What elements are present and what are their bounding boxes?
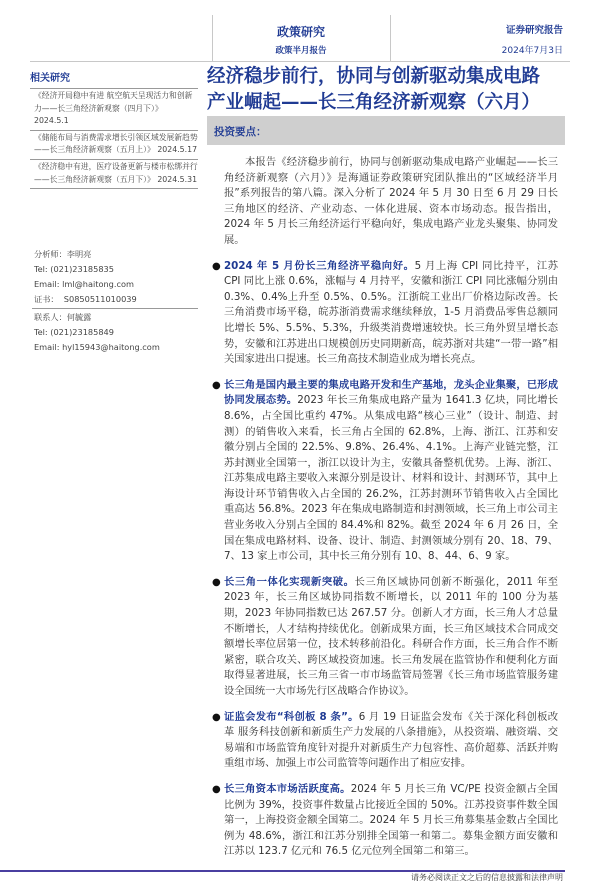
footer-disclaimer: 请务必阅读正文之后的信息披露和法律声明 xyxy=(411,872,563,882)
bullet-text: 6 月 19 日证监会发布《关于深化科创板改革 服务科技创新和新质生产力发展的八条措施》，从投资端、融资端、交易端和市场监管角度针对提升对新质生产力包容性、高价超募、活跃并购重组市场、加强上市公司监管等问题作出了相应安排。 xyxy=(224,710,558,770)
related-title: 《储能布局与消费需求增长引领区域发展新趋势——长三角经济新观察（五月上）》 xyxy=(34,132,198,155)
contact-tel: Tel: (021)23185849 xyxy=(34,327,114,337)
contact-info xyxy=(34,310,198,355)
report-date: 2024年7月3日 xyxy=(501,46,563,56)
intro-paragraph: 本报告《经济稳步前行，协同与创新驱动集成电路产业崛起——长三角经济新观察（六月）》是海通证券政策研究团队推出的“区域经济半月报”系列报告的第八篇。深入分析了 2024 年 5 月 30 日至 6 月 29 日长三角地区的经济、产业动态、一体化进展、资本市场动态。报告指出，2024 年 5 月长三角经济运行平稳向好，集成电路产业龙头聚集、协同发展。 xyxy=(224,156,558,246)
bullet-item xyxy=(212,782,558,860)
bullet-heading: 证监会发布“科创板 8 条”。 xyxy=(224,710,359,723)
related-title: 《经济开局稳中有进 航空航天呈现活力和创新力——长三角经济新观察（四月下）》 xyxy=(34,91,193,113)
bullet-icon: ● xyxy=(212,783,221,795)
cert-label: 证书： xyxy=(34,294,59,304)
bullet-icon: ● xyxy=(212,260,221,272)
related-date: 2024.5.31 xyxy=(157,174,198,184)
related-research-item[interactable] xyxy=(30,130,198,159)
bullet-item xyxy=(212,710,558,772)
cert-number: S0850511010039 xyxy=(63,294,137,304)
main-content xyxy=(207,62,572,870)
bullet-icon: ● xyxy=(212,379,221,391)
analyst-info xyxy=(34,247,198,307)
analyst-name: 分析师：李明亮 xyxy=(34,249,92,259)
related-research-item[interactable] xyxy=(30,159,198,189)
related-research-title: 相关研究 xyxy=(30,73,70,84)
content-row xyxy=(0,62,600,870)
analyst-cert xyxy=(34,292,198,307)
key-points-box xyxy=(207,116,565,145)
header-divider xyxy=(390,15,391,61)
bullet-icon: ● xyxy=(212,711,221,723)
key-points-label: 投资要点： xyxy=(214,126,267,138)
page-footer xyxy=(0,870,600,883)
bullet-item xyxy=(212,259,559,368)
sidebar-divider xyxy=(32,308,198,309)
bullet-text: 长三角区域协同创新不断强化，2011 年至 2023 年，长三角区域协同指数不断增长，以 2011 年的 100 分为基期，2023 年协同指数已达 267.57 分。创新人才方面，长三角人才总量不断增长，人才结构持续优化。创新成果方面，长三角区域技术合同成交额增长率位居第一位，技术转移前沿化。科研合作方面，长三角合作不断紧密，联合攻关、跨区域投资加速。长三角发展在监管协作和便利化方面取得显著进展，长三角三省一市市场监管局签署《长三角市场监管服务建设全国统一大市场先行区战略合作协议》。 xyxy=(224,575,559,697)
bullet-heading: 2024 年 5 月份长三角经济平稳向好。 xyxy=(224,259,415,272)
header-subcategory: 政策半月报告 xyxy=(275,46,327,56)
bullet-item xyxy=(212,378,558,565)
bullet-text: 2024 年 5 月长三角 VC/PE 投资金额占全国比例为 39%，投资事件数量占比接近全国的 50%。江苏投资事件数全国第一，上海投资金额全国第二。2024 年 5 月长三角募集基金数占全国比例为 48.6%，浙江和江苏分别排全国第一和第二。募集金额方面安徽和江苏以 123.7 亿元和 76.5 亿元位列全国第二和第三。 xyxy=(224,782,558,858)
title-line-2: 产业崛起——长三角经济新观察（六月） xyxy=(207,92,541,113)
related-research-list xyxy=(30,88,198,243)
related-research-item[interactable] xyxy=(30,88,198,130)
page-header xyxy=(30,0,570,62)
bullet-item xyxy=(212,575,559,700)
header-category: 政策研究 xyxy=(276,25,325,39)
contact-email[interactable]: Email: hyl15943@haitong.com xyxy=(34,342,160,352)
bullet-heading: 长三角是国内最主要的集成电路开发和生产基地，龙头企业集聚，已形成协同发展态势。 xyxy=(224,378,558,407)
bullet-heading: 长三角一体化实现新突破。 xyxy=(224,575,355,588)
analyst-email[interactable]: Email: lml@haitong.com xyxy=(34,279,134,289)
bullet-heading: 长三角资本市场活跃度高。 xyxy=(224,782,351,795)
bullet-text: 5 月上海 CPI 同比持平，江苏 CPI 同比上涨 0.6%，涨幅与 4 月持平，安徽和浙江 CPI 同比涨幅分别由 0.3%、0.4%上升至 0.5%、0.5%。江浙皖工业出厂价格边际改善。长三角消费市场平稳，皖苏浙消费需求继续释放，1-5 月消费品零售总额同比增长 5%、5.5%、5.3%，升级类消费增速较快。长三角外贸呈增长态势，安徽和江苏进出口规模创历史同期新高，皖苏浙对共建“一带一路”相关国家进出口提速。长三角高技术制造业成为增长亮点。 xyxy=(224,259,559,366)
related-date: 2024.5.17 xyxy=(157,145,198,155)
title-line-1: 经济稳步前行，协同与创新驱动集成电路 xyxy=(207,66,541,87)
sidebar xyxy=(30,62,198,870)
report-type: 证券研究报告 xyxy=(505,25,563,36)
contact-name: 联系人：何毓露 xyxy=(34,312,92,322)
bullet-text: 2023 年长三角集成电路产量为 1641.3 亿块，同比增长 8.6%，占全国比重约 47%。从集成电路“核心三业”（设计、制造、封测）的销售收入来看，长三角占全国的 62.8%，上海、浙江、江苏和安徽分别占全国的 22.5%、9.8%、26.4%、4.1%。上海产业链完整，江苏封测业全国第一，浙江以设计为主，安徽具备整机优势。上海、浙江、江苏集成电路主要收入来源分别是设计、材料和设计、封测环节，其中上海设计环节销售收入占全国的 26.2%，江苏封测环节销售收入占全国比重高达 56.8%。2023 年在集成电路制造和封测领域，长三角上市公司主营业务收入分别占全国的 84.4%和 82%。截至 2024 年 6 月 26 日，全国在集成电路材料、设备、设计、制造、封测领域分别有 20、18、79、7、13 家上市公司，其中长三角分别有 10、8、44、6、9 家。 xyxy=(224,394,558,563)
report-title xyxy=(207,64,572,116)
related-date: 2024.5.1 xyxy=(34,116,69,126)
analyst-tel: Tel: (021)23185835 xyxy=(34,264,114,274)
bullet-icon: ● xyxy=(212,576,221,588)
related-title: 《经济稳中有进，医疗设备更新与楼市松绑并行——长三角经济新观察（五月下）》 xyxy=(34,161,198,184)
